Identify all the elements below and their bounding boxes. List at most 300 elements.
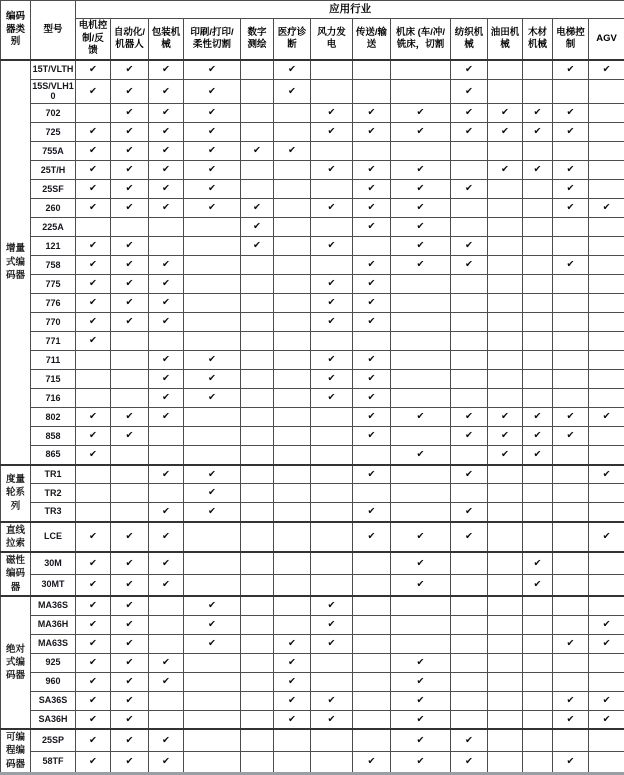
empty-cell — [589, 653, 624, 672]
industries-title: 应用行业 — [76, 1, 624, 19]
empty-cell — [488, 465, 523, 484]
empty-cell — [184, 332, 241, 351]
check-mark-cell: ✔ — [391, 161, 451, 180]
empty-cell — [311, 503, 353, 522]
empty-cell — [488, 615, 523, 634]
check-mark-cell: ✔ — [76, 446, 111, 465]
check-mark-cell: ✔ — [111, 408, 149, 427]
check-mark-cell: ✔ — [553, 104, 589, 123]
check-mark-cell: ✔ — [111, 634, 149, 653]
empty-cell — [488, 389, 523, 408]
empty-cell — [311, 552, 353, 574]
empty-cell — [589, 552, 624, 574]
empty-cell — [149, 691, 184, 710]
empty-cell — [589, 218, 624, 237]
empty-cell — [76, 389, 111, 408]
check-mark-cell: ✔ — [451, 79, 488, 104]
check-mark-cell: ✔ — [451, 408, 488, 427]
category-column-header: 编码器类别 — [1, 1, 31, 61]
check-mark-cell: ✔ — [311, 691, 353, 710]
check-mark-cell: ✔ — [76, 552, 111, 574]
check-mark-cell: ✔ — [184, 60, 241, 79]
empty-cell — [589, 389, 624, 408]
check-mark-cell: ✔ — [111, 653, 149, 672]
empty-cell — [311, 332, 353, 351]
model-cell: 960 — [31, 672, 76, 691]
industry-column-header: 电机控制/反馈 — [76, 19, 111, 61]
empty-cell — [111, 351, 149, 370]
table-body — [1, 60, 624, 773]
empty-cell — [353, 653, 391, 672]
model-cell: 715 — [31, 370, 76, 389]
check-mark-cell: ✔ — [451, 522, 488, 553]
empty-cell — [353, 237, 391, 256]
check-mark-cell: ✔ — [274, 653, 311, 672]
check-mark-cell: ✔ — [76, 596, 111, 615]
check-mark-cell: ✔ — [149, 370, 184, 389]
check-mark-cell: ✔ — [111, 672, 149, 691]
model-cell: 758 — [31, 256, 76, 275]
empty-cell — [523, 389, 553, 408]
check-mark-cell: ✔ — [353, 275, 391, 294]
model-cell: 702 — [31, 104, 76, 123]
empty-cell — [111, 370, 149, 389]
check-mark-cell: ✔ — [391, 522, 451, 553]
empty-cell — [353, 552, 391, 574]
check-mark-cell: ✔ — [76, 237, 111, 256]
empty-cell — [523, 332, 553, 351]
empty-cell — [523, 313, 553, 332]
empty-cell — [311, 427, 353, 446]
check-mark-cell: ✔ — [391, 691, 451, 710]
check-mark-cell: ✔ — [184, 370, 241, 389]
check-mark-cell: ✔ — [391, 408, 451, 427]
empty-cell — [488, 313, 523, 332]
empty-cell — [553, 218, 589, 237]
check-mark-cell: ✔ — [76, 180, 111, 199]
empty-cell — [241, 332, 274, 351]
check-mark-cell: ✔ — [311, 596, 353, 615]
empty-cell — [523, 634, 553, 653]
empty-cell — [451, 142, 488, 161]
check-mark-cell: ✔ — [488, 161, 523, 180]
empty-cell — [241, 522, 274, 553]
model-cell: 925 — [31, 653, 76, 672]
empty-cell — [523, 596, 553, 615]
check-mark-cell: ✔ — [149, 294, 184, 313]
empty-cell — [76, 465, 111, 484]
industry-column-header: 传送/输送 — [353, 19, 391, 61]
empty-cell — [184, 275, 241, 294]
check-mark-cell: ✔ — [391, 672, 451, 691]
check-mark-cell: ✔ — [451, 60, 488, 79]
check-mark-cell: ✔ — [274, 60, 311, 79]
check-mark-cell: ✔ — [111, 427, 149, 446]
category-cell: 磁性编码器 — [1, 552, 31, 596]
check-mark-cell: ✔ — [184, 142, 241, 161]
empty-cell — [488, 653, 523, 672]
check-mark-cell: ✔ — [353, 370, 391, 389]
empty-cell — [451, 294, 488, 313]
empty-cell — [274, 180, 311, 199]
model-cell: 58TF — [31, 751, 76, 773]
empty-cell — [488, 751, 523, 773]
check-mark-cell: ✔ — [391, 446, 451, 465]
model-cell: MA36S — [31, 596, 76, 615]
empty-cell — [488, 199, 523, 218]
check-mark-cell: ✔ — [353, 294, 391, 313]
empty-cell — [274, 123, 311, 142]
empty-cell — [589, 313, 624, 332]
empty-cell — [488, 218, 523, 237]
empty-cell — [451, 634, 488, 653]
check-mark-cell: ✔ — [184, 615, 241, 634]
check-mark-cell: ✔ — [111, 596, 149, 615]
empty-cell — [553, 672, 589, 691]
check-mark-cell: ✔ — [353, 161, 391, 180]
empty-cell — [523, 351, 553, 370]
check-mark-cell: ✔ — [553, 60, 589, 79]
empty-cell — [311, 60, 353, 79]
check-mark-cell: ✔ — [391, 123, 451, 142]
industry-column-header: 电梯控制 — [553, 19, 589, 61]
empty-cell — [553, 503, 589, 522]
check-mark-cell: ✔ — [184, 389, 241, 408]
table-row — [1, 634, 624, 653]
table-row — [1, 465, 624, 484]
empty-cell — [184, 729, 241, 751]
empty-cell — [451, 275, 488, 294]
empty-cell — [274, 313, 311, 332]
empty-cell — [149, 237, 184, 256]
empty-cell — [553, 465, 589, 484]
empty-cell — [241, 351, 274, 370]
table-row — [1, 256, 624, 275]
empty-cell — [488, 634, 523, 653]
check-mark-cell: ✔ — [451, 465, 488, 484]
model-cell: MA36H — [31, 615, 76, 634]
empty-cell — [274, 218, 311, 237]
empty-cell — [553, 574, 589, 596]
empty-cell — [311, 751, 353, 773]
model-cell: 775 — [31, 275, 76, 294]
table-row — [1, 218, 624, 237]
empty-cell — [391, 294, 451, 313]
model-cell: 776 — [31, 294, 76, 313]
check-mark-cell: ✔ — [76, 199, 111, 218]
empty-cell — [274, 427, 311, 446]
check-mark-cell: ✔ — [589, 691, 624, 710]
check-mark-cell: ✔ — [353, 199, 391, 218]
empty-cell — [589, 729, 624, 751]
model-cell: TR1 — [31, 465, 76, 484]
check-mark-cell: ✔ — [589, 465, 624, 484]
empty-cell — [553, 484, 589, 503]
empty-cell — [523, 218, 553, 237]
check-mark-cell: ✔ — [523, 552, 553, 574]
empty-cell — [149, 596, 184, 615]
check-mark-cell: ✔ — [149, 104, 184, 123]
empty-cell — [391, 503, 451, 522]
empty-cell — [451, 370, 488, 389]
empty-cell — [241, 574, 274, 596]
check-mark-cell: ✔ — [311, 161, 353, 180]
empty-cell — [589, 672, 624, 691]
empty-cell — [76, 484, 111, 503]
empty-cell — [149, 332, 184, 351]
check-mark-cell: ✔ — [451, 751, 488, 773]
empty-cell — [451, 161, 488, 180]
empty-cell — [241, 634, 274, 653]
table-row — [1, 161, 624, 180]
empty-cell — [589, 370, 624, 389]
industry-column-header: 医疗诊断 — [274, 19, 311, 61]
table-row — [1, 574, 624, 596]
empty-cell — [353, 672, 391, 691]
check-mark-cell: ✔ — [311, 123, 353, 142]
check-mark-cell: ✔ — [149, 729, 184, 751]
check-mark-cell: ✔ — [488, 446, 523, 465]
check-mark-cell: ✔ — [76, 313, 111, 332]
empty-cell — [451, 218, 488, 237]
check-mark-cell: ✔ — [76, 427, 111, 446]
empty-cell — [241, 729, 274, 751]
empty-cell — [589, 351, 624, 370]
check-mark-cell: ✔ — [241, 237, 274, 256]
table-row — [1, 332, 624, 351]
check-mark-cell: ✔ — [149, 389, 184, 408]
check-mark-cell: ✔ — [311, 370, 353, 389]
empty-cell — [111, 446, 149, 465]
industry-column-header: 印刷/打印/柔性切割 — [184, 19, 241, 61]
empty-cell — [311, 729, 353, 751]
empty-cell — [353, 446, 391, 465]
check-mark-cell: ✔ — [553, 634, 589, 653]
check-mark-cell: ✔ — [353, 104, 391, 123]
check-mark-cell: ✔ — [391, 104, 451, 123]
industry-column-header: 机床 (车/冲/铣床，切割 — [391, 19, 451, 61]
empty-cell — [184, 427, 241, 446]
empty-cell — [488, 596, 523, 615]
check-mark-cell: ✔ — [149, 180, 184, 199]
empty-cell — [553, 389, 589, 408]
check-mark-cell: ✔ — [149, 161, 184, 180]
empty-cell — [353, 60, 391, 79]
empty-cell — [553, 615, 589, 634]
table-row — [1, 142, 624, 161]
empty-cell — [488, 729, 523, 751]
category-cell: 度量轮系列 — [1, 465, 31, 522]
empty-cell — [553, 729, 589, 751]
empty-cell — [274, 615, 311, 634]
industry-column-header: AGV — [589, 19, 624, 61]
empty-cell — [184, 552, 241, 574]
empty-cell — [311, 653, 353, 672]
empty-cell — [149, 446, 184, 465]
empty-cell — [553, 552, 589, 574]
check-mark-cell: ✔ — [274, 691, 311, 710]
empty-cell — [184, 710, 241, 729]
table-row — [1, 552, 624, 574]
empty-cell — [488, 60, 523, 79]
check-mark-cell: ✔ — [553, 427, 589, 446]
empty-cell — [523, 370, 553, 389]
check-mark-cell: ✔ — [76, 522, 111, 553]
empty-cell — [391, 389, 451, 408]
empty-cell — [241, 275, 274, 294]
table-row — [1, 294, 624, 313]
empty-cell — [523, 142, 553, 161]
empty-cell — [488, 237, 523, 256]
empty-cell — [523, 503, 553, 522]
check-mark-cell: ✔ — [149, 199, 184, 218]
check-mark-cell: ✔ — [76, 294, 111, 313]
empty-cell — [241, 427, 274, 446]
empty-cell — [553, 142, 589, 161]
check-mark-cell: ✔ — [76, 574, 111, 596]
empty-cell — [391, 332, 451, 351]
check-mark-cell: ✔ — [523, 427, 553, 446]
empty-cell — [76, 503, 111, 522]
check-mark-cell: ✔ — [76, 615, 111, 634]
industry-header-row — [1, 19, 624, 61]
check-mark-cell: ✔ — [553, 161, 589, 180]
empty-cell — [76, 218, 111, 237]
check-mark-cell: ✔ — [149, 503, 184, 522]
empty-cell — [391, 313, 451, 332]
industry-column-header: 包装机械 — [149, 19, 184, 61]
empty-cell — [241, 104, 274, 123]
empty-cell — [241, 653, 274, 672]
empty-cell — [391, 142, 451, 161]
check-mark-cell: ✔ — [353, 465, 391, 484]
table-row — [1, 672, 624, 691]
empty-cell — [553, 370, 589, 389]
empty-cell — [589, 574, 624, 596]
check-mark-cell: ✔ — [76, 751, 111, 773]
check-mark-cell: ✔ — [353, 256, 391, 275]
empty-cell — [553, 351, 589, 370]
empty-cell — [451, 389, 488, 408]
check-mark-cell: ✔ — [523, 574, 553, 596]
empty-cell — [241, 313, 274, 332]
model-cell: 30MT — [31, 574, 76, 596]
check-mark-cell: ✔ — [353, 389, 391, 408]
empty-cell — [353, 596, 391, 615]
empty-cell — [488, 275, 523, 294]
empty-cell — [184, 408, 241, 427]
empty-cell — [451, 484, 488, 503]
check-mark-cell: ✔ — [111, 615, 149, 634]
empty-cell — [274, 294, 311, 313]
table-row — [1, 427, 624, 446]
empty-cell — [589, 237, 624, 256]
empty-cell — [241, 552, 274, 574]
check-mark-cell: ✔ — [523, 123, 553, 142]
table-row — [1, 275, 624, 294]
check-mark-cell: ✔ — [451, 427, 488, 446]
empty-cell — [184, 446, 241, 465]
check-mark-cell: ✔ — [353, 503, 391, 522]
check-mark-cell: ✔ — [111, 522, 149, 553]
check-mark-cell: ✔ — [76, 79, 111, 104]
empty-cell — [274, 503, 311, 522]
model-cell: 711 — [31, 351, 76, 370]
empty-cell — [184, 574, 241, 596]
check-mark-cell: ✔ — [184, 161, 241, 180]
empty-cell — [553, 596, 589, 615]
table-row — [1, 79, 624, 104]
check-mark-cell: ✔ — [391, 653, 451, 672]
empty-cell — [589, 332, 624, 351]
empty-cell — [274, 596, 311, 615]
empty-cell — [553, 332, 589, 351]
empty-cell — [451, 615, 488, 634]
check-mark-cell: ✔ — [353, 218, 391, 237]
check-mark-cell: ✔ — [111, 123, 149, 142]
model-cell: 260 — [31, 199, 76, 218]
check-mark-cell: ✔ — [184, 634, 241, 653]
empty-cell — [523, 522, 553, 553]
empty-cell — [353, 142, 391, 161]
check-mark-cell: ✔ — [184, 123, 241, 142]
empty-cell — [184, 237, 241, 256]
check-mark-cell: ✔ — [149, 751, 184, 773]
empty-cell — [553, 237, 589, 256]
check-mark-cell: ✔ — [76, 408, 111, 427]
empty-cell — [184, 672, 241, 691]
empty-cell — [184, 294, 241, 313]
check-mark-cell: ✔ — [111, 180, 149, 199]
empty-cell — [589, 256, 624, 275]
check-mark-cell: ✔ — [451, 256, 488, 275]
empty-cell — [311, 180, 353, 199]
empty-cell — [274, 751, 311, 773]
empty-cell — [589, 446, 624, 465]
check-mark-cell: ✔ — [111, 275, 149, 294]
table-row — [1, 123, 624, 142]
empty-cell — [274, 729, 311, 751]
empty-cell — [311, 79, 353, 104]
check-mark-cell: ✔ — [111, 199, 149, 218]
empty-cell — [353, 710, 391, 729]
empty-cell — [523, 615, 553, 634]
check-mark-cell: ✔ — [451, 104, 488, 123]
check-mark-cell: ✔ — [589, 634, 624, 653]
industry-column-header: 数字测绘 — [241, 19, 274, 61]
check-mark-cell: ✔ — [149, 408, 184, 427]
check-mark-cell: ✔ — [111, 142, 149, 161]
empty-cell — [184, 218, 241, 237]
check-mark-cell: ✔ — [523, 161, 553, 180]
empty-cell — [523, 751, 553, 773]
check-mark-cell: ✔ — [311, 351, 353, 370]
empty-cell — [589, 427, 624, 446]
empty-cell — [451, 691, 488, 710]
check-mark-cell: ✔ — [391, 729, 451, 751]
check-mark-cell: ✔ — [76, 653, 111, 672]
model-cell: 25T/H — [31, 161, 76, 180]
check-mark-cell: ✔ — [451, 123, 488, 142]
empty-cell — [274, 389, 311, 408]
check-mark-cell: ✔ — [149, 522, 184, 553]
empty-cell — [149, 615, 184, 634]
empty-cell — [451, 672, 488, 691]
table-row — [1, 351, 624, 370]
check-mark-cell: ✔ — [149, 123, 184, 142]
check-mark-cell: ✔ — [311, 615, 353, 634]
empty-cell — [149, 218, 184, 237]
